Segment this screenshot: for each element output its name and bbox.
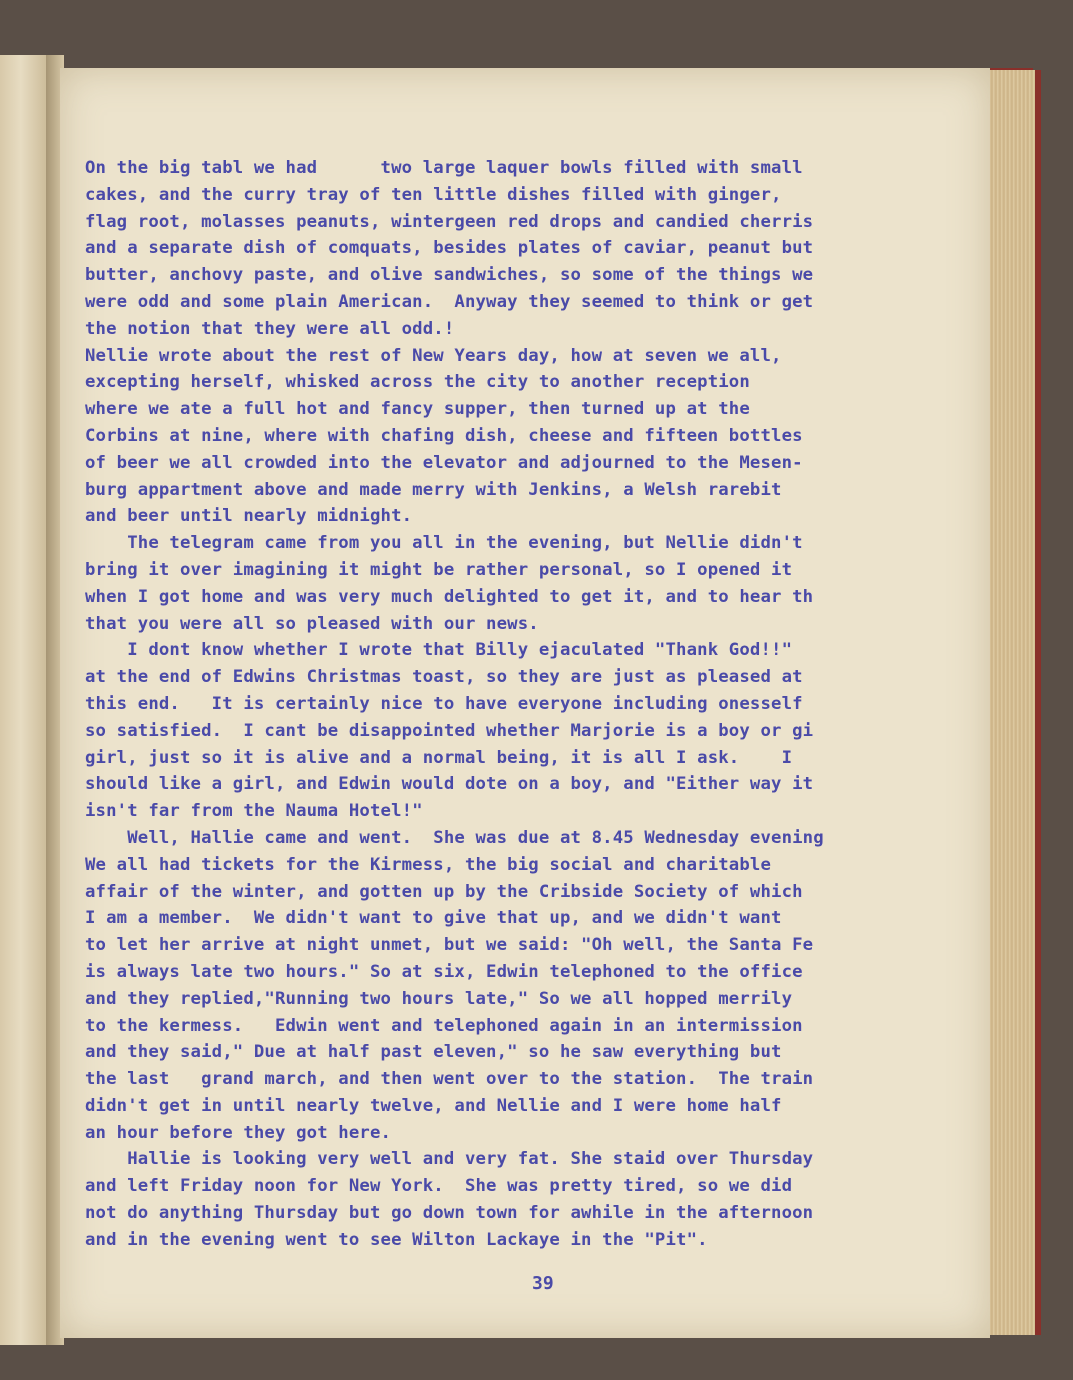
text-line: Nellie wrote about the rest of New Years day, how at seven we all,: [85, 345, 782, 366]
text-line: I am a member. We didn't want to give that up, and we didn't want: [85, 908, 782, 929]
page-number: 39: [532, 1273, 554, 1294]
typewritten-text: [85, 155, 965, 1254]
text-line: Hallie is looking very well and very fat. She staid over Thursday: [85, 1149, 814, 1170]
text-line: were odd and some plain American. Anyway they seemed to think or get: [85, 291, 814, 312]
page-stack-edge: [990, 70, 1041, 1335]
text-line: not do anything Thursday but go down town for awhile in the afternoon: [85, 1203, 814, 1224]
text-line: Corbins at nine, where with chafing dish, cheese and fifteen bottles: [85, 425, 803, 446]
text-line: of beer we all crowded into the elevator and adjourned to the Mesen-: [85, 452, 803, 473]
text-line: so satisfied. I cant be disappointed whether Marjorie is a boy or gi: [85, 720, 814, 741]
text-line: this end. It is certainly nice to have everyone including onesself: [85, 693, 803, 714]
text-line: and left Friday noon for New York. She was pretty tired, so we did: [85, 1176, 793, 1197]
text-line: and they replied,"Running two hours late," So we all hopped merrily: [85, 988, 793, 1009]
text-line: that you were all so pleased with our news.: [85, 613, 539, 634]
text-line: should like a girl, and Edwin would dote on a boy, and "Either way it: [85, 774, 814, 795]
text-line: excepting herself, whisked across the city to another reception: [85, 372, 750, 393]
text-line: and a separate dish of comquats, besides plates of caviar, peanut but: [85, 238, 814, 259]
text-line: an hour before they got here.: [85, 1122, 392, 1143]
text-line: cakes, and the curry tray of ten little dishes filled with ginger,: [85, 184, 782, 205]
text-line: girl, just so it is alive and a normal being, it is all I ask. I: [85, 747, 793, 768]
text-line: to the kermess. Edwin went and telephoned again in an intermission: [85, 1015, 803, 1036]
text-line: the notion that they were all odd.!: [85, 318, 455, 339]
text-line: is always late two hours." So at six, Edwin telephoned to the office: [85, 961, 803, 982]
text-line: butter, anchovy paste, and olive sandwiches, so some of the things we: [85, 265, 814, 286]
text-line: On the big tabl we had two large laquer bowls filled with small: [85, 158, 803, 178]
text-line: and in the evening went to see Wilton Lackaye in the "Pit".: [85, 1229, 708, 1250]
text-line: and they said," Due at half past eleven," so he saw everything but: [85, 1042, 782, 1063]
text-line: affair of the winter, and gotten up by the Cribside Society of which: [85, 881, 803, 902]
text-line: flag root, molasses peanuts, wintergeen red drops and candied cherris: [85, 211, 814, 232]
text-line: at the end of Edwins Christmas toast, so they are just as pleased at: [85, 667, 803, 688]
text-line: bring it over imagining it might be rather personal, so I opened it: [85, 559, 793, 580]
text-line: to let her arrive at night unmet, but we said: "Oh well, the Santa Fe: [85, 935, 814, 956]
text-line: and beer until nearly midnight.: [85, 506, 413, 527]
text-line: isn't far from the Nauma Hotel!": [85, 801, 423, 822]
text-line: I dont know whether I wrote that Billy ejaculated "Thank God!!": [85, 640, 793, 661]
text-line: where we ate a full hot and fancy supper, then turned up at the: [85, 399, 750, 420]
left-page-edge: [0, 55, 48, 1345]
text-line: when I got home and was very much delighted to get it, and to hear th: [85, 586, 814, 607]
text-line: We all had tickets for the Kirmess, the big social and charitable: [85, 854, 772, 875]
text-line: The telegram came from you all in the evening, but Nellie didn't: [85, 533, 803, 554]
text-line: the last grand march, and then went over to the station. The train: [85, 1069, 814, 1090]
text-line: didn't get in until nearly twelve, and Nellie and I were home half: [85, 1095, 782, 1116]
text-line: Well, Hallie came and went. She was due at 8.45 Wednesday evening: [85, 827, 824, 848]
text-line: burg appartment above and made merry with Jenkins, a Welsh rarebit: [85, 479, 782, 500]
